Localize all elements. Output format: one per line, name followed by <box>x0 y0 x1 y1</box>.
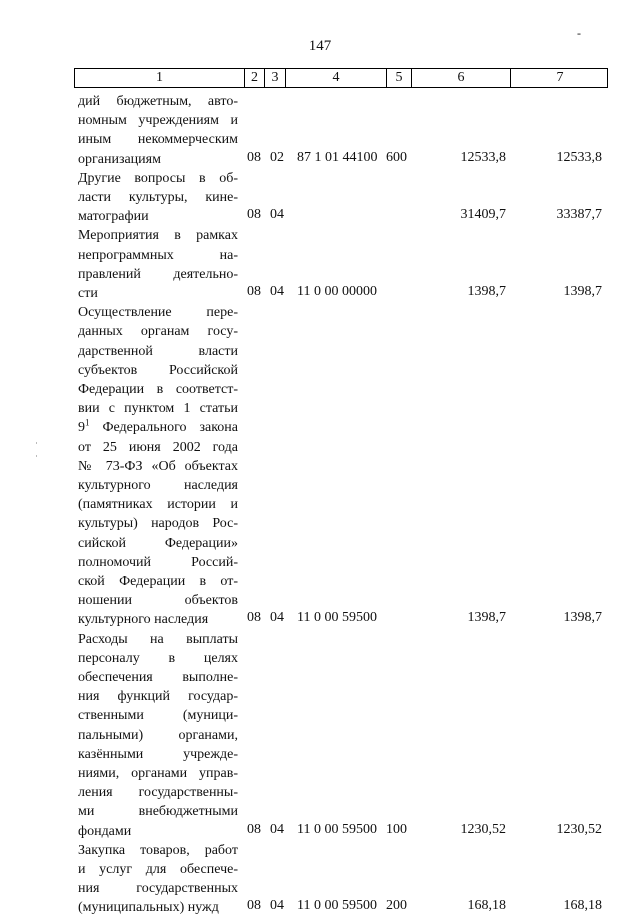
description-line: организациям <box>78 151 161 167</box>
section-code: 08 <box>247 821 261 837</box>
amount-col7: 1230,52 <box>556 821 602 837</box>
description-line: культуры) народов Рос- <box>78 516 238 532</box>
description-line: матографии <box>78 209 149 225</box>
target-article-code: 11 0 00 59500 <box>297 898 377 914</box>
section-code: 08 <box>247 898 261 914</box>
column-header-7: 7 <box>556 70 564 85</box>
subsection-code: 04 <box>270 898 284 914</box>
description-line: ми внебюджетными <box>78 804 238 820</box>
description-line: сийской Федерации» <box>78 535 238 551</box>
description-line: Федерации в соответст- <box>78 382 238 397</box>
article-rest: Федерального закона <box>89 420 238 436</box>
amount-col7: 1398,7 <box>563 610 602 626</box>
amount-col7: 12533,8 <box>556 149 602 165</box>
description-line: ственными (муници- <box>78 708 238 724</box>
amount-col6: 12533,8 <box>460 149 506 165</box>
column-header-6: 6 <box>412 69 511 87</box>
section-code: 08 <box>247 284 261 299</box>
page-number: 147 <box>308 38 332 54</box>
article-superscript: 1 <box>85 417 90 428</box>
row-description <box>78 92 238 169</box>
expense-type-code: 200 <box>386 898 407 914</box>
amount-col6: 1230,52 <box>460 821 506 837</box>
column-header-2: 2 <box>245 69 265 87</box>
description-line: вии с пунктом 1 статьи <box>78 401 238 417</box>
description-line: ласти культуры, кине- <box>78 190 238 205</box>
description-line: дарственной власти <box>78 343 238 359</box>
description-line: ния функций государ- <box>78 689 238 705</box>
description-line: субъектов Российской <box>78 362 238 378</box>
expense-type-code: 100 <box>386 821 407 837</box>
column-header-3: 3 <box>265 69 286 87</box>
description-line: данных органам госу- <box>78 324 238 340</box>
amount-col7: 1398,7 <box>563 284 602 299</box>
description-line: непрограммных на- <box>78 247 238 263</box>
description-line: ления государственны- <box>78 785 238 801</box>
column-header-1: 1 <box>75 69 245 87</box>
row-description <box>78 630 238 841</box>
section-code: 08 <box>247 610 261 626</box>
corner-mark: - <box>577 26 581 40</box>
target-article-code: 87 1 01 44100 <box>297 149 378 165</box>
description-line: номным учреждениям и <box>78 113 238 129</box>
target-article-code: 11 0 00 59500 <box>297 610 377 626</box>
expense-type-code: 600 <box>386 149 407 165</box>
amount-col6: 31409,7 <box>460 207 506 223</box>
subsection-code: 04 <box>270 821 284 837</box>
description-line: Осуществление пере- <box>78 305 238 321</box>
description-line: правлений деятельно- <box>78 266 238 282</box>
description-line: Закупка товаров, работ <box>78 842 238 858</box>
description-line: Другие вопросы в об- <box>78 170 238 186</box>
description-line: фондами <box>78 823 132 839</box>
description-line: казёнными учрежде- <box>78 746 238 762</box>
amount-col7: 33387,7 <box>556 207 602 223</box>
row-description <box>78 841 238 918</box>
target-article-code: 11 0 00 00000 <box>297 284 377 299</box>
description-line: № 73-ФЗ «Об объектах <box>78 458 238 474</box>
description-line: ской Федерации в от- <box>78 574 238 590</box>
description-line: культурного наследия <box>78 612 209 628</box>
scan-speck <box>36 455 37 457</box>
description-line: иным некоммерческим <box>78 132 238 148</box>
description-line: Мероприятия в рамках <box>78 228 238 244</box>
column-header-4: 4 <box>286 69 387 87</box>
description-line: культурного наследия <box>78 478 238 494</box>
description-line: ношении объектов <box>78 593 238 609</box>
section-code: 08 <box>247 207 261 223</box>
description-line: ния государственных <box>78 881 238 897</box>
description-line: (памятниках истории и <box>78 497 238 513</box>
column-header-5: 5 <box>387 69 412 87</box>
description-line <box>78 418 238 437</box>
description-line: Расходы на выплаты <box>78 631 238 647</box>
row-description <box>78 169 238 227</box>
subsection-code: 04 <box>270 610 284 626</box>
description-line: от 25 июня 2002 года <box>78 439 238 455</box>
row-description <box>78 303 238 629</box>
subsection-code: 04 <box>270 207 284 223</box>
description-line: пальными) органами, <box>78 727 238 743</box>
amount-col6: 1398,7 <box>467 284 506 299</box>
subsection-code: 02 <box>270 149 284 165</box>
description-line: ниями, органами управ- <box>78 766 238 782</box>
description-line: персоналу в целях <box>78 650 238 666</box>
amount-col6: 168,18 <box>467 898 506 914</box>
section-code: 08 <box>247 149 261 165</box>
target-article-code: 11 0 00 59500 <box>297 821 377 837</box>
amount-col6: 1398,7 <box>467 610 506 626</box>
description-line: сти <box>78 286 98 301</box>
description-line: (муниципальных) нужд <box>78 900 219 916</box>
row-description <box>78 226 238 303</box>
description-line: и услуг для обеспече- <box>78 862 238 877</box>
description-line: обеспечения выполне- <box>78 670 238 685</box>
amount-col7: 168,18 <box>563 898 602 914</box>
description-line: полномочий Россий- <box>78 554 238 570</box>
scan-speck <box>36 442 37 444</box>
description-line: дий бюджетным, авто- <box>78 94 238 109</box>
article-number: 9 <box>78 420 85 436</box>
table-header <box>74 68 608 88</box>
subsection-code: 04 <box>270 284 284 299</box>
